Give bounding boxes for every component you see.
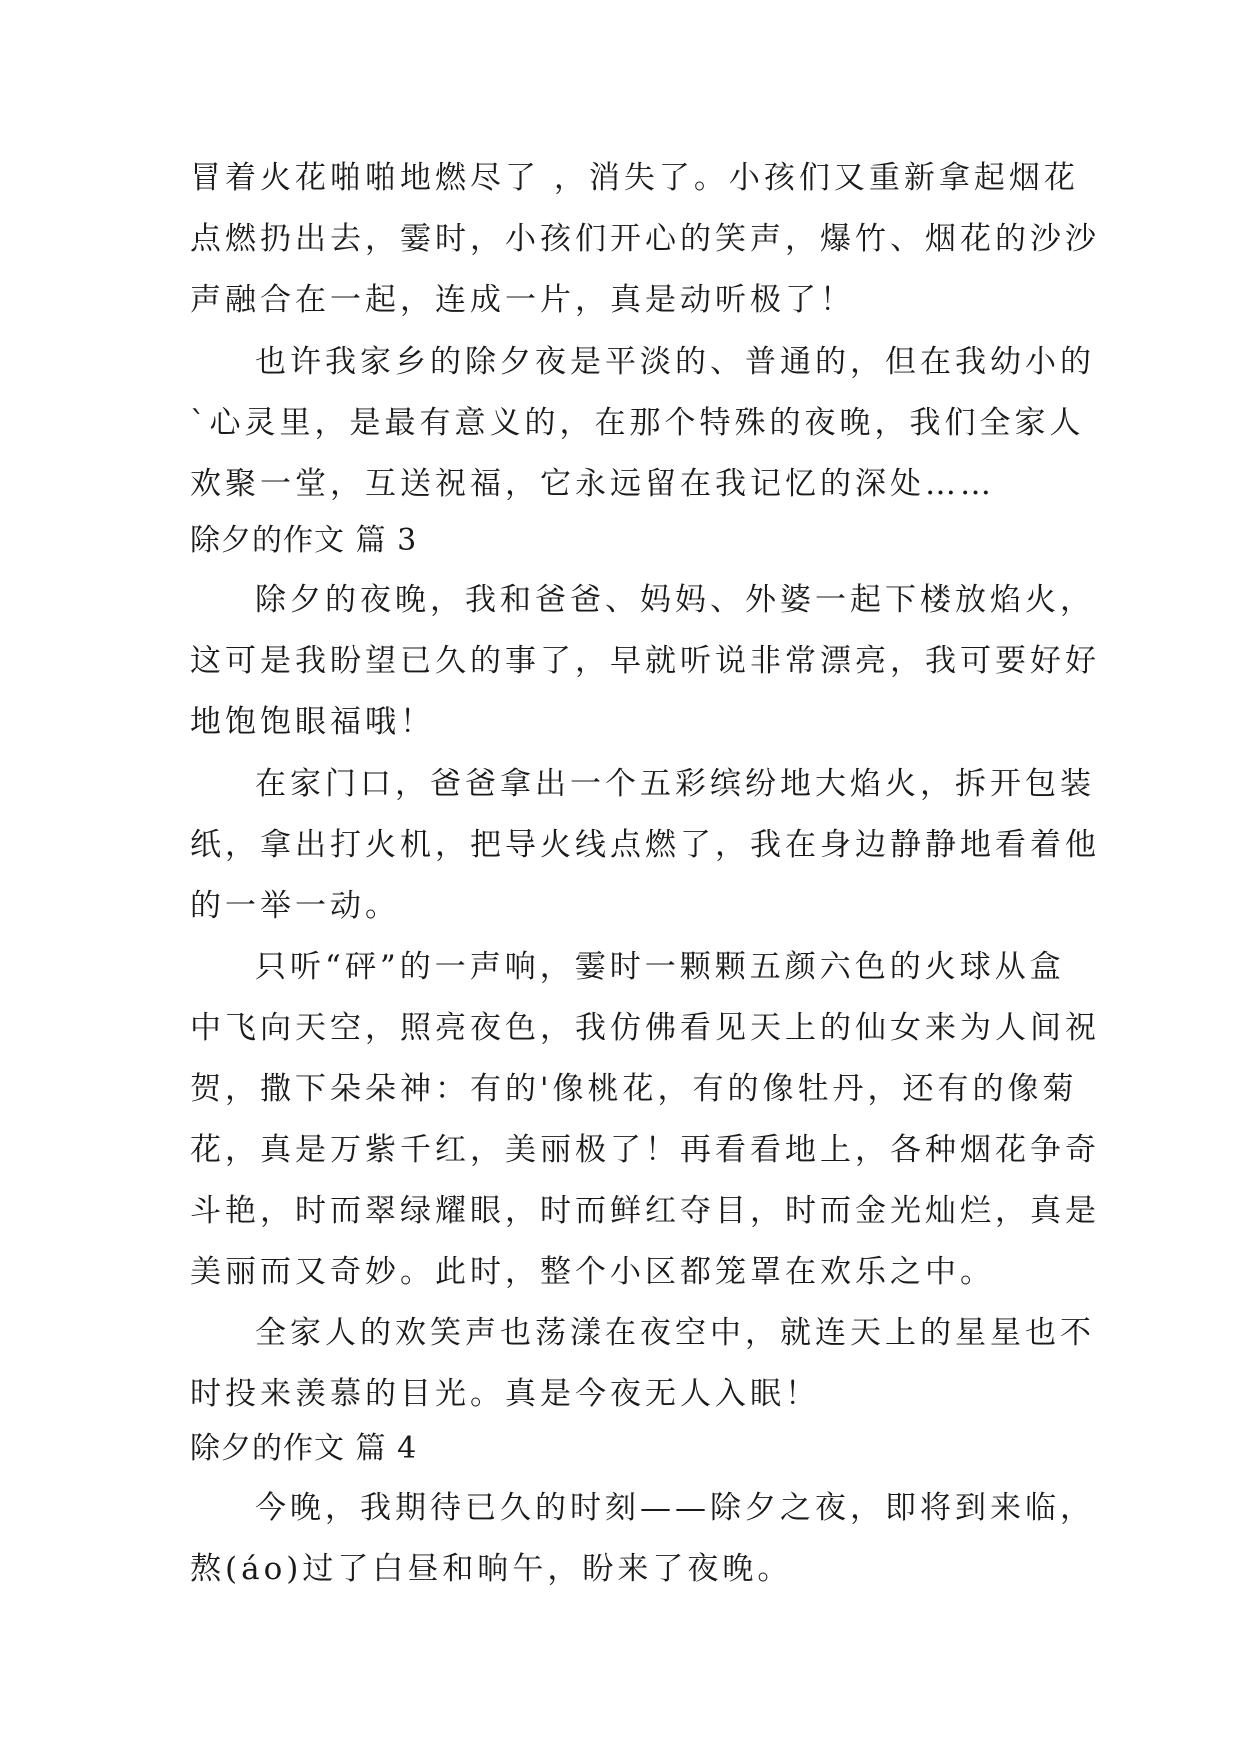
paragraph-line: `心灵里，是最有意义的，在那个特殊的夜晚，我们全家人 xyxy=(190,405,1085,441)
paragraph-line: 也许我家乡的除夕夜是平淡的、普通的，但在我幼小的 xyxy=(255,344,1095,380)
paragraph-line: 斗艳，时而翠绿耀眼，时而鲜红夺目，时而金光灿烂，真是 xyxy=(190,1193,1100,1229)
paragraph-line: 纸，拿出打火机，把导火线点燃了，我在身边静静地看着他 xyxy=(190,827,1100,863)
paragraph-line: 美丽而又奇妙。此时，整个小区都笼罩在欢乐之中。 xyxy=(190,1254,995,1290)
paragraph-line: 全家人的欢笑声也荡漾在夜空中，就连天上的星星也不 xyxy=(255,1315,1095,1351)
paragraph-line: 在家门口，爸爸拿出一个五彩缤纷地大焰火，拆开包装 xyxy=(255,766,1095,802)
paragraph-line: 点燃扔出去，霎时，小孩们开心的笑声，爆竹、烟花的沙沙 xyxy=(190,221,1100,257)
paragraph-line: 今晚，我期待已久的时刻——除夕之夜，即将到来临， xyxy=(255,1490,1095,1526)
paragraph-line: 花，真是万紫千红，美丽极了！再看看地上，各种烟花争奇 xyxy=(190,1132,1100,1168)
paragraph-line: 贺，撒下朵朵神：有的'像桃花，有的像牡丹，还有的像菊 xyxy=(190,1071,1078,1107)
paragraph-line: 除夕的夜晚，我和爸爸、妈妈、外婆一起下楼放焰火， xyxy=(255,582,1095,618)
paragraph-line: 熬(áo)过了白昼和晌午，盼来了夜晚。 xyxy=(190,1551,793,1587)
paragraph-line: 这可是我盼望已久的事了，早就听说非常漂亮，我可要好好 xyxy=(190,643,1100,679)
paragraph-line: 的一举一动。 xyxy=(190,888,400,924)
section-heading: 除夕的作文 篇 3 xyxy=(190,523,418,558)
paragraph-line: 中飞向天空，照亮夜色，我仿佛看见天上的仙女来为人间祝 xyxy=(190,1010,1100,1046)
paragraph-line: 时投来羡慕的目光。真是今夜无人入眠！ xyxy=(190,1376,820,1412)
section-heading: 除夕的作文 篇 4 xyxy=(190,1431,418,1466)
paragraph-line: 只听“砰”的一声响，霎时一颗颗五颜六色的火球从盒 xyxy=(255,949,1065,985)
paragraph-line: 声融合在一起，连成一片，真是动听极了！ xyxy=(190,282,855,318)
paragraph-line: 地饱饱眼福哦！ xyxy=(190,704,435,740)
paragraph-line: 冒着火花啪啪地燃尽了 ，消失了。小孩们又重新拿起烟花 xyxy=(190,160,1079,196)
paragraph-line: 欢聚一堂，互送祝福，它永远留在我记忆的深处…… xyxy=(190,466,995,502)
